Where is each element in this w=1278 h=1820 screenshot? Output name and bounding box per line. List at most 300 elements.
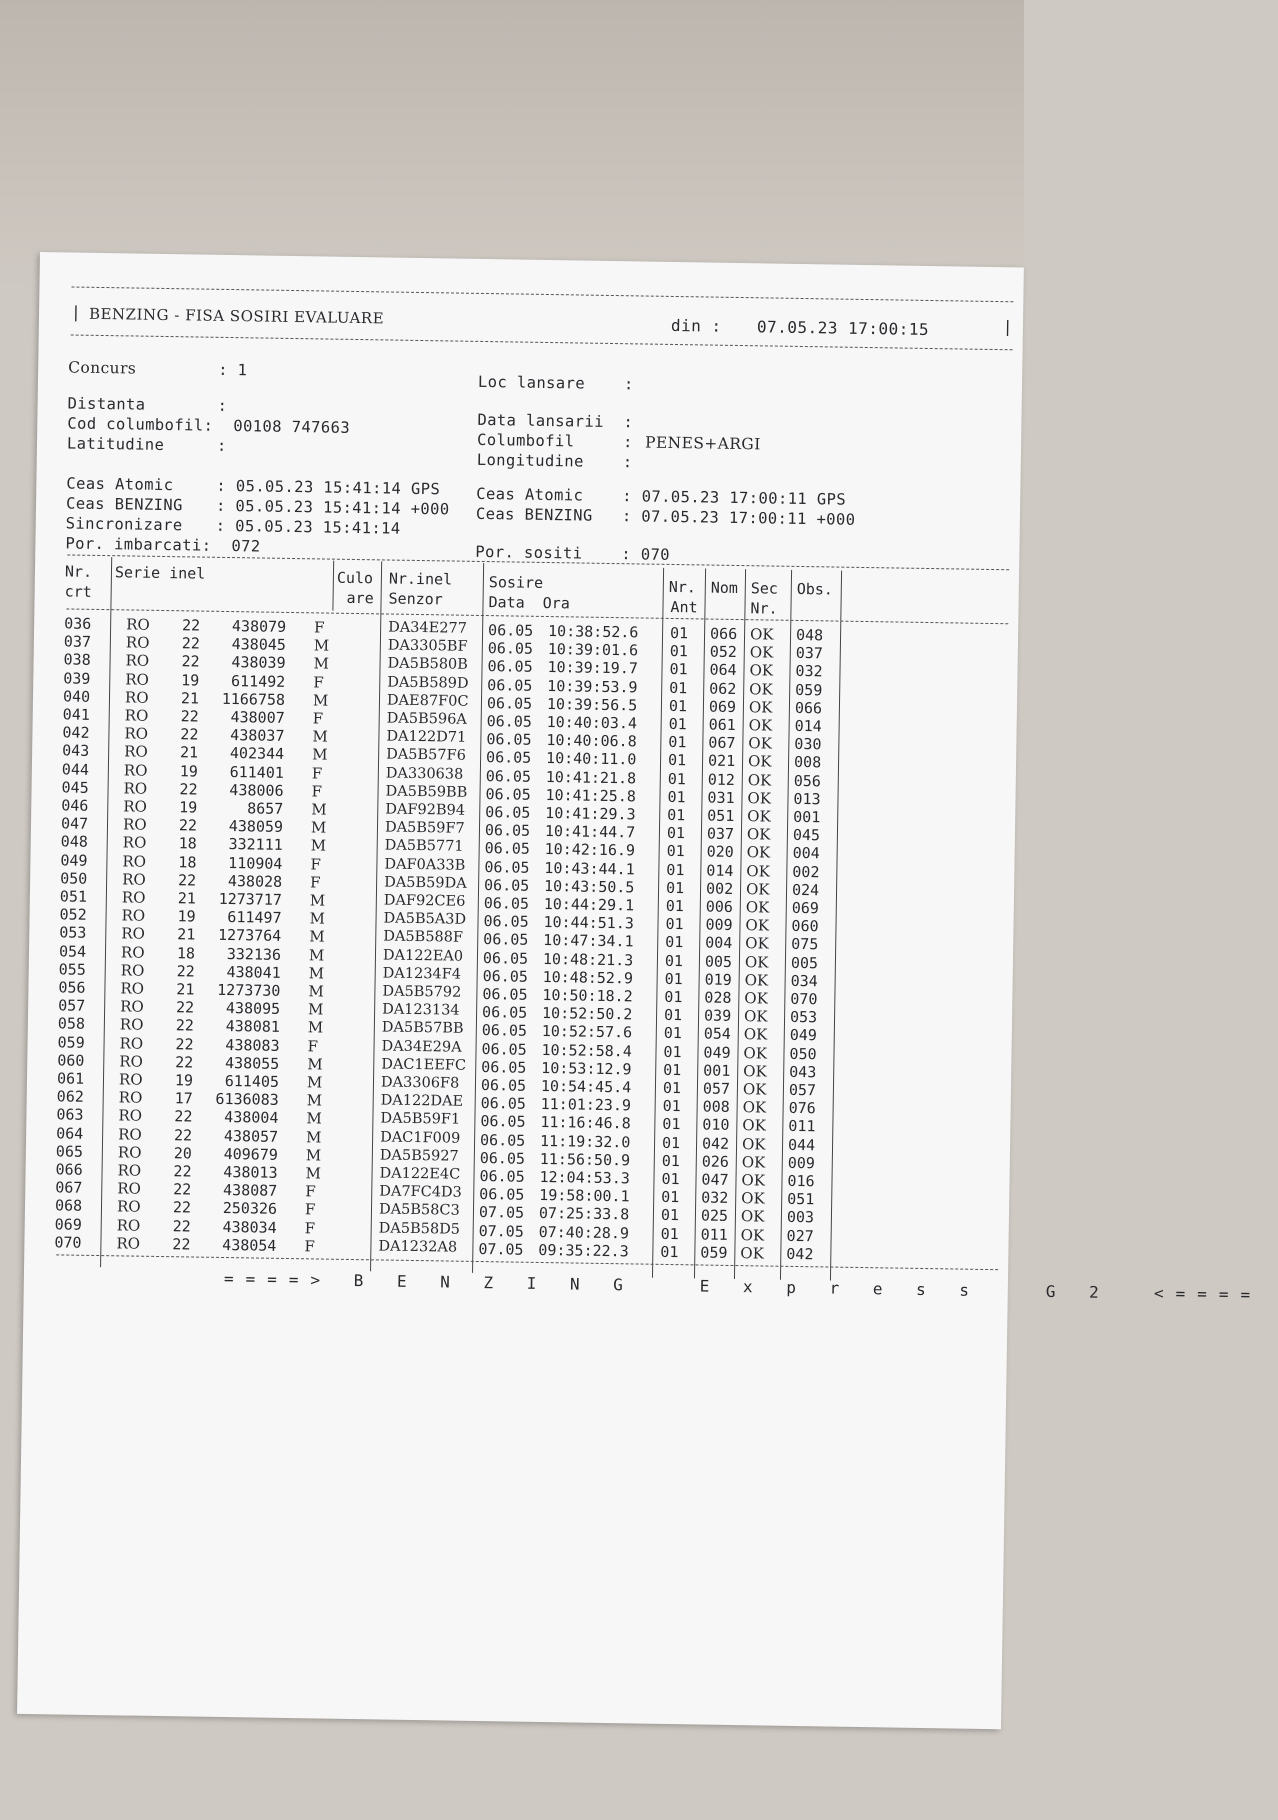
arrival-time: 07:25:33.8 xyxy=(538,1204,630,1224)
nom: 008 xyxy=(702,1097,730,1117)
imbarcati-label: Por. imbarcati: xyxy=(65,534,212,555)
antenna-number: 01 xyxy=(667,787,686,807)
sec-status: OK xyxy=(748,734,773,753)
nom: 067 xyxy=(708,733,736,753)
ring-number: 438095 xyxy=(225,999,281,1019)
row-number: 051 xyxy=(59,887,88,906)
nom: 066 xyxy=(709,624,738,643)
sex: F xyxy=(311,782,323,801)
ring-number: 438034 xyxy=(222,1217,277,1237)
country-code: RO xyxy=(119,1052,144,1071)
sex: F xyxy=(311,763,323,783)
sheet-content xyxy=(47,252,1263,1729)
sensor-id: DA122E4C xyxy=(379,1165,461,1183)
cod-columbofil-value: 00108 747663 xyxy=(233,417,351,437)
sensor-id: DA5B59F1 xyxy=(380,1110,461,1129)
sex: M xyxy=(308,982,324,1001)
nom: 004 xyxy=(705,933,733,953)
ring-number: 611405 xyxy=(224,1072,280,1091)
sensor-id: DA5B59F7 xyxy=(384,819,465,837)
sex: M xyxy=(306,1073,323,1092)
nom: 010 xyxy=(702,1115,730,1135)
arrival-time: 10:41:21.8 xyxy=(545,767,637,788)
obs: 060 xyxy=(791,917,819,936)
arrival-date: 06.05 xyxy=(483,875,530,895)
sec-status: OK xyxy=(743,1061,767,1081)
sex: M xyxy=(311,800,327,819)
ring-year: 22 xyxy=(173,1162,192,1181)
country-code: RO xyxy=(117,1161,142,1180)
obs: 053 xyxy=(789,1008,818,1027)
arrival-date: 06.05 xyxy=(483,894,530,913)
sensor-id: DA34E277 xyxy=(388,619,468,637)
sec-status: OK xyxy=(744,970,769,990)
ring-number: 611497 xyxy=(227,908,282,928)
country-code: RO xyxy=(118,1088,143,1107)
arrival-date: 06.05 xyxy=(483,930,529,950)
antenna-number: 01 xyxy=(665,915,684,934)
ring-number: 438007 xyxy=(230,708,285,727)
nom: 021 xyxy=(707,751,736,771)
antenna-number: 01 xyxy=(664,969,683,988)
ring-year: 22 xyxy=(181,616,201,635)
row-number: 061 xyxy=(56,1069,85,1088)
arrival-time: 10:53:12.9 xyxy=(541,1058,632,1079)
arrival-time: 10:40:11.0 xyxy=(545,749,637,769)
sex: F xyxy=(305,1182,316,1201)
cod-columbofil-label: Cod columbofil: xyxy=(67,414,214,435)
ring-year: 22 xyxy=(181,652,200,671)
ring-year: 22 xyxy=(172,1198,192,1217)
concurs-label: Concurs xyxy=(68,358,137,378)
sensor-id: DA34E29A xyxy=(381,1038,462,1056)
arrival-time: 10:41:25.8 xyxy=(545,785,636,806)
obs: 059 xyxy=(795,680,823,699)
sex: F xyxy=(310,854,321,874)
ring-year: 18 xyxy=(178,852,197,872)
ring-number: 611401 xyxy=(229,762,284,782)
header-culoare-2: are xyxy=(346,588,374,608)
obs: 034 xyxy=(790,971,818,991)
row-number: 068 xyxy=(54,1196,83,1216)
nom: 032 xyxy=(701,1188,729,1208)
arrival-date: 06.05 xyxy=(485,748,532,768)
row-number: 063 xyxy=(56,1105,84,1125)
sec-status: OK xyxy=(743,1025,768,1044)
arrival-date: 06.05 xyxy=(482,985,528,1004)
row-number: 052 xyxy=(59,905,87,925)
nom: 059 xyxy=(700,1243,728,1262)
ring-number: 438004 xyxy=(224,1108,279,1128)
nom: 009 xyxy=(705,915,733,935)
ring-number: 438055 xyxy=(224,1053,280,1073)
country-code: RO xyxy=(124,706,149,725)
antenna-number: 01 xyxy=(668,714,687,734)
sex: M xyxy=(305,1127,322,1147)
sex: M xyxy=(309,927,325,946)
sensor-id: DA5B57F6 xyxy=(386,746,466,765)
sensor-id: DA5B589D xyxy=(387,674,469,692)
arrival-time: 10:41:44.7 xyxy=(544,822,636,842)
arrival-time: 07:40:28.9 xyxy=(538,1222,630,1242)
ceas-atomic-label: Ceas Atomic xyxy=(66,474,174,495)
nom: 006 xyxy=(705,897,734,916)
ring-year: 22 xyxy=(180,725,199,744)
arrival-date: 06.05 xyxy=(485,803,531,822)
sensor-id: DA5B5771 xyxy=(384,837,464,856)
arrival-time: 10:39:19.7 xyxy=(547,658,638,678)
sincronizare-value: : 05.05.23 15:41:14 xyxy=(215,516,401,538)
sec-status: OK xyxy=(746,843,771,862)
sec-status: OK xyxy=(743,1007,768,1026)
arrival-date: 06.05 xyxy=(484,839,530,859)
ring-year: 22 xyxy=(175,1053,194,1072)
sex: M xyxy=(313,654,330,673)
antenna-number: 01 xyxy=(668,696,688,716)
nom: 064 xyxy=(709,660,737,680)
arrival-date: 06.05 xyxy=(486,693,533,713)
antenna-number: 01 xyxy=(664,951,684,970)
ring-number: 438057 xyxy=(223,1126,279,1146)
latitudine-value: : xyxy=(216,436,227,455)
sec-status: OK xyxy=(749,661,774,680)
arrival-time: 10:48:21.3 xyxy=(542,949,634,969)
arrival-date: 06.05 xyxy=(481,1057,527,1077)
sex: M xyxy=(307,1055,323,1074)
sec-status: OK xyxy=(745,898,770,917)
antenna-number: 01 xyxy=(665,933,684,952)
sec-status: OK xyxy=(744,952,769,972)
sex: F xyxy=(309,873,321,892)
obs: 013 xyxy=(793,789,821,809)
nom: 014 xyxy=(706,861,734,880)
sensor-id: DA5B59BB xyxy=(385,783,468,801)
date-label: din : xyxy=(670,315,722,336)
obs: 008 xyxy=(793,753,822,772)
row-number: 067 xyxy=(55,1178,83,1197)
nom: 020 xyxy=(706,842,734,862)
right-ceas-benzing-label: Ceas BENZING xyxy=(475,504,593,525)
sex: M xyxy=(307,1018,324,1037)
nom: 012 xyxy=(707,770,736,789)
sex: F xyxy=(304,1200,316,1219)
sex: M xyxy=(305,1164,322,1183)
sex: F xyxy=(304,1218,316,1238)
arrival-date: 07.05 xyxy=(478,1203,525,1223)
sositi-value: : 070 xyxy=(621,545,671,564)
obs: 057 xyxy=(788,1080,817,1100)
sex: M xyxy=(312,691,329,710)
ring-year: 22 xyxy=(172,1216,191,1236)
report-title: BENZING - FISA SOSIRI EVALUARE xyxy=(88,304,385,328)
right-ceas-atomic-label: Ceas Atomic xyxy=(476,484,584,505)
nom: 061 xyxy=(708,715,736,734)
country-code: RO xyxy=(125,633,150,652)
arrival-time: 10:52:58.4 xyxy=(541,1040,632,1060)
ring-year: 21 xyxy=(176,980,195,999)
data-lansarii-label: Data lansarii xyxy=(477,410,605,431)
left-border-bar: | xyxy=(70,302,82,322)
sec-status: OK xyxy=(745,916,770,935)
arrival-date: 07.05 xyxy=(478,1221,524,1241)
header-serie-inel: Serie inel xyxy=(114,563,206,583)
country-code: RO xyxy=(120,997,144,1016)
row-number: 059 xyxy=(57,1032,85,1052)
sec-status: OK xyxy=(748,697,773,717)
arrival-time: 10:43:44.1 xyxy=(544,858,635,879)
country-code: RO xyxy=(121,906,146,925)
sensor-id: DAE87F0C xyxy=(386,692,469,710)
row-number: 038 xyxy=(63,650,91,670)
sensor-id: DA122D71 xyxy=(386,728,467,746)
arrival-time: 10:47:34.1 xyxy=(543,931,634,951)
antenna-number: 01 xyxy=(666,824,686,843)
sensor-id: DA5B57BB xyxy=(381,1019,464,1038)
country-code: RO xyxy=(116,1215,141,1235)
ring-year: 22 xyxy=(175,1034,194,1054)
report-datetime: 07.05.23 17:00:15 xyxy=(756,317,930,339)
row-number: 064 xyxy=(56,1123,84,1143)
nom: 037 xyxy=(706,824,735,844)
arrival-date: 06.05 xyxy=(484,821,531,840)
nom: 002 xyxy=(705,879,734,898)
sensor-id: DA5B588F xyxy=(383,928,464,947)
columbofil-label: Columbofil xyxy=(476,430,575,451)
ring-year: 22 xyxy=(176,962,195,981)
obs: 011 xyxy=(788,1117,816,1136)
row-number: 062 xyxy=(56,1087,84,1106)
antenna-number: 01 xyxy=(663,1006,683,1025)
sensor-id: DAF92CE6 xyxy=(383,892,466,910)
obs: 024 xyxy=(791,880,820,900)
sensor-id: DA122DAE xyxy=(380,1092,464,1110)
sec-status: OK xyxy=(744,989,769,1008)
country-code: RO xyxy=(122,833,147,853)
ring-number: 438028 xyxy=(227,871,283,891)
antenna-number: 01 xyxy=(669,623,689,643)
nom: 026 xyxy=(701,1152,730,1171)
ring-number: 438081 xyxy=(225,1017,280,1037)
country-code: RO xyxy=(126,615,150,634)
longitudine-value: : xyxy=(622,453,633,472)
obs: 049 xyxy=(789,1026,818,1045)
obs: 032 xyxy=(795,662,823,681)
antenna-number: 01 xyxy=(661,1169,680,1189)
sensor-id: DA5B596A xyxy=(386,710,467,728)
antenna-number: 01 xyxy=(661,1133,681,1152)
antenna-number: 01 xyxy=(664,987,683,1007)
country-code: RO xyxy=(123,779,148,798)
arrival-time: 10:48:52.9 xyxy=(542,967,634,988)
obs: 001 xyxy=(793,807,821,827)
sex: M xyxy=(308,945,325,965)
arrival-date: 06.05 xyxy=(487,639,534,658)
concurs-value: : 1 xyxy=(218,360,248,380)
arrival-date: 06.05 xyxy=(487,621,534,640)
arrival-date: 06.05 xyxy=(481,1021,528,1041)
nom: 005 xyxy=(704,952,733,971)
obs: 002 xyxy=(792,862,820,881)
sex: F xyxy=(304,1237,315,1256)
arrival-date: 06.05 xyxy=(480,1094,526,1113)
arrival-date: 06.05 xyxy=(481,1039,527,1059)
sex: F xyxy=(313,618,325,637)
obs: 003 xyxy=(786,1208,815,1227)
country-code: RO xyxy=(123,797,148,816)
row-number: 069 xyxy=(54,1214,82,1234)
sex: F xyxy=(313,672,324,692)
row-number: 056 xyxy=(58,978,86,997)
nom: 031 xyxy=(707,788,735,807)
arrival-date: 06.05 xyxy=(484,857,530,877)
sensor-id: DAF92B94 xyxy=(385,801,466,819)
row-number: 040 xyxy=(62,687,91,706)
ring-number: 332111 xyxy=(228,835,283,855)
arrival-time: 09:35:22.3 xyxy=(538,1240,629,1261)
arrival-time: 11:01:23.9 xyxy=(540,1095,632,1115)
obs: 014 xyxy=(794,716,822,736)
sensor-id: DA3305BF xyxy=(387,637,468,655)
row-number: 055 xyxy=(58,960,86,979)
ring-number: 8657 xyxy=(247,799,284,818)
ring-number: 438037 xyxy=(230,726,285,746)
antenna-number: 01 xyxy=(663,1042,682,1061)
sensor-id: DA3306F8 xyxy=(380,1074,460,1092)
arrival-time: 10:43:50.5 xyxy=(543,876,635,897)
nom: 062 xyxy=(709,679,737,698)
sex: M xyxy=(311,745,328,764)
ring-number: 6136083 xyxy=(215,1090,279,1110)
row-number: 048 xyxy=(60,832,88,852)
sec-status: OK xyxy=(745,879,770,899)
ring-number: 438054 xyxy=(222,1235,277,1255)
arrival-date: 06.05 xyxy=(487,675,533,695)
header-nom: Nom xyxy=(710,578,739,598)
ring-number: 438013 xyxy=(223,1162,278,1182)
right-ceas-atomic-value: : 07.05.23 17:00:11 GPS xyxy=(622,487,847,509)
printed-sheet xyxy=(17,252,1263,1729)
header-senzor: Senzor xyxy=(388,589,443,609)
obs: 005 xyxy=(790,953,819,972)
loc-lansare-value: : xyxy=(623,375,634,394)
antenna-number: 01 xyxy=(663,1060,682,1079)
antenna-number: 01 xyxy=(663,1024,683,1043)
background xyxy=(0,0,1024,290)
ring-number: 1273764 xyxy=(217,926,282,946)
sex: M xyxy=(308,964,325,983)
arrival-date: 06.05 xyxy=(481,1003,528,1022)
sensor-id: DA123134 xyxy=(382,1001,460,1019)
ring-year: 22 xyxy=(177,871,197,890)
header-data-ora: Data Ora xyxy=(488,593,570,613)
ring-year: 22 xyxy=(173,1125,193,1145)
nom: 039 xyxy=(703,1006,732,1026)
ring-number: 1273717 xyxy=(218,889,282,909)
ring-number: 611492 xyxy=(230,671,286,691)
columbofil-name: PENES+ARGI xyxy=(644,433,761,454)
sec-status: OK xyxy=(747,788,772,808)
ring-year: 19 xyxy=(181,670,200,690)
ring-year: 19 xyxy=(179,761,199,781)
sensor-id: DA5B59DA xyxy=(384,874,467,892)
ring-number: 438079 xyxy=(231,617,287,636)
sex: M xyxy=(309,891,326,910)
obs: 069 xyxy=(791,898,820,918)
antenna-number: 01 xyxy=(669,642,689,661)
country-code: RO xyxy=(125,651,150,671)
sositi-label: Por. sositi xyxy=(475,542,583,563)
header-nr-ant: Nr. xyxy=(668,577,697,597)
top-border-dashes xyxy=(71,286,1013,302)
antenna-number: 01 xyxy=(665,896,685,916)
country-code: RO xyxy=(123,760,148,780)
antenna-number: 01 xyxy=(667,805,686,825)
right-border-bar: | xyxy=(1002,317,1014,337)
antenna-number: 01 xyxy=(660,1206,680,1225)
ring-year: 19 xyxy=(179,798,198,817)
sex: M xyxy=(306,1109,322,1128)
nom: 069 xyxy=(708,697,737,716)
row-number: 044 xyxy=(61,760,90,779)
row-number: 050 xyxy=(60,869,88,888)
ring-number: 438041 xyxy=(226,962,281,982)
country-code: RO xyxy=(122,815,147,834)
nom: 028 xyxy=(704,988,732,1007)
arrival-date: 06.05 xyxy=(479,1130,526,1150)
ring-year: 22 xyxy=(172,1234,191,1254)
arrival-date: 06.05 xyxy=(485,784,531,804)
antenna-number: 01 xyxy=(661,1151,681,1170)
country-code: RO xyxy=(122,870,146,889)
sec-status: OK xyxy=(747,807,771,826)
ring-number: 1166758 xyxy=(221,689,286,709)
sex: M xyxy=(313,636,330,655)
sex: F xyxy=(312,709,324,728)
ring-number: 438087 xyxy=(222,1181,278,1201)
sex: M xyxy=(312,727,328,746)
arrival-time: 10:44:51.3 xyxy=(543,913,634,933)
country-code: RO xyxy=(124,688,149,707)
obs: 027 xyxy=(786,1226,814,1245)
ring-number: 438039 xyxy=(231,653,286,673)
antenna-number: 01 xyxy=(660,1224,679,1243)
obs: 048 xyxy=(795,625,824,645)
sec-status: OK xyxy=(740,1243,765,1263)
country-code: RO xyxy=(116,1234,141,1253)
ring-number: 438006 xyxy=(229,780,284,800)
arrival-date: 06.05 xyxy=(479,1167,525,1186)
sec-status: OK xyxy=(741,1134,766,1154)
ring-number: 438045 xyxy=(231,635,286,655)
sex: M xyxy=(307,1000,324,1019)
arrival-time: 11:19:32.0 xyxy=(539,1131,631,1151)
country-code: RO xyxy=(118,1070,143,1089)
sensor-id: DA330638 xyxy=(385,765,464,783)
obs: 045 xyxy=(792,826,821,845)
arrival-time: 10:39:53.9 xyxy=(547,676,638,697)
sensor-id: DA1232A8 xyxy=(378,1238,458,1256)
antenna-number: 01 xyxy=(661,1188,680,1207)
nom: 054 xyxy=(703,1024,732,1044)
sensor-id: DA122EA0 xyxy=(382,947,464,965)
header-crt: crt xyxy=(64,582,92,601)
header-sec-nr: Nr. xyxy=(750,599,778,618)
ring-number: 438059 xyxy=(228,817,284,837)
longitudine-label: Longitudine xyxy=(476,450,584,471)
antenna-number: 01 xyxy=(660,1242,679,1261)
obs: 051 xyxy=(787,1190,815,1209)
nom: 019 xyxy=(704,970,732,989)
